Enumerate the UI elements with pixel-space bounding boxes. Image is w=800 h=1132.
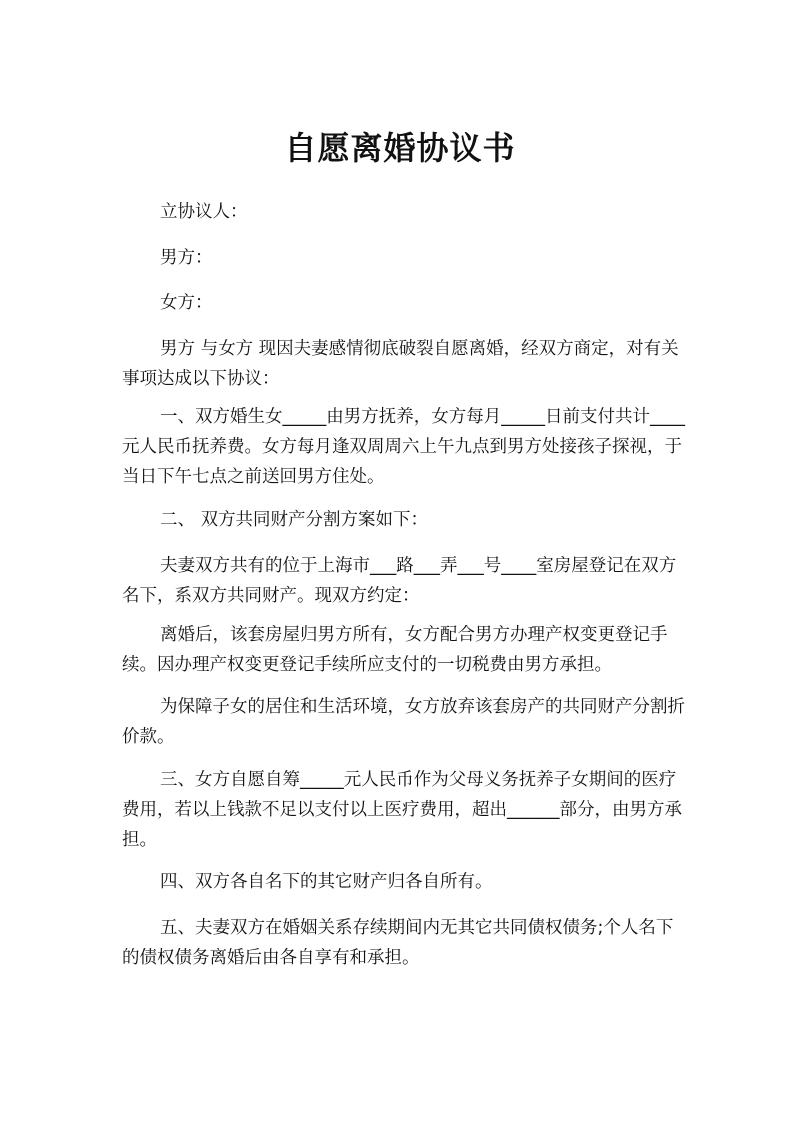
paragraph-clause-2-heading: 二、 双方共同财产分割方案如下： <box>160 510 429 530</box>
document-title: 自愿离婚协议书 <box>284 129 516 167</box>
paragraph-clause-5: 五、夫妻双方在婚姻关系存续期间内无其它共同债权债务;个人名下的债权债务离婚后由各自享有和承担。 <box>122 918 674 968</box>
paragraph-male-party: 男方： <box>160 248 213 268</box>
paragraph-clause-4: 四、双方各自名下的其它财产归各自所有。 <box>160 872 493 892</box>
paragraph-property-location: 夫妻双方共有的位于上海市___路___弄___号____室房屋登记在双方名下，系双方共同财产。现双方约定： <box>122 556 677 606</box>
paragraph-female-party: 女方： <box>160 293 213 313</box>
paragraph-clause-3: 三、女方自愿自筹_____元人民币作为父母义务抚养子女期间的医疗费用，若以上钱款不足以支付以上医疗费用，超出______部分，由男方承担。 <box>122 770 682 850</box>
paragraph-clause-1: 一、双方婚生女_____由男方抚养，女方每月_____日前支付共计____元人民币抚养费。女方每月逢双周周六上午九点到男方处接孩子探视，于当日下午七点之前送回男方住处。 <box>122 407 685 487</box>
paragraph-property-ownership: 离婚后，该套房屋归男方所有，女方配合男方办理产权变更登记手续。因办理产权变更登记手续所应支付的一切税费由男方承担。 <box>122 625 668 675</box>
paragraph-property-waiver: 为保障子女的居住和生活环境，女方放弃该套房产的共同财产分割折价款。 <box>122 697 685 747</box>
paragraph-parties-heading: 立协议人： <box>160 202 248 222</box>
paragraph-intro: 男方 与女方 现因夫妻感情彻底破裂自愿离婚，经双方商定，对有关事项达成以下协议： <box>122 339 679 389</box>
